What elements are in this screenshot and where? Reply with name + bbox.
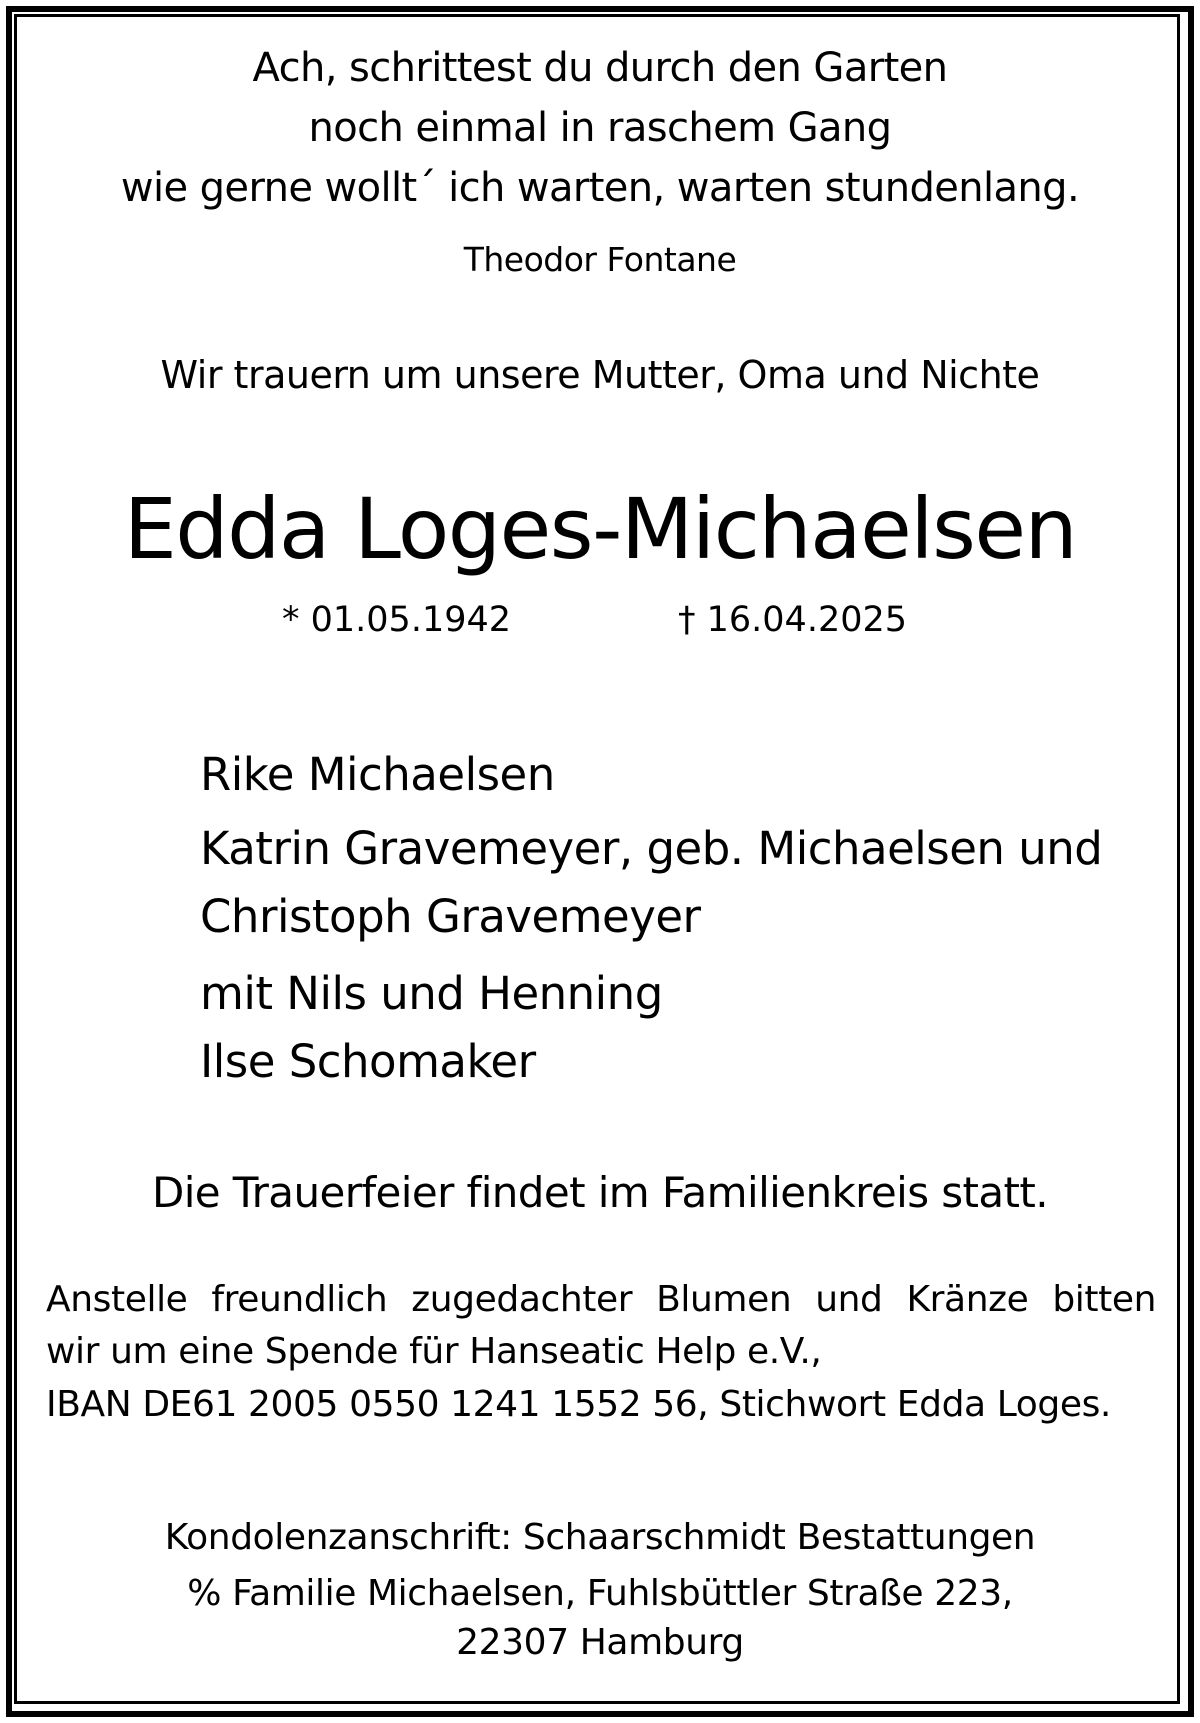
poem-line-3: wie gerne wollt´ ich warten, warten stundenlang. [120,165,1080,211]
donation-line-3: IBAN DE61 2005 0550 1241 1552 56, Stichwort Edda Loges. [46,1384,1111,1425]
donation-line-1: Anstelle freundlich zugedachter Blumen und Kränze bitten [46,1279,1156,1320]
ceremony-notice: Die Trauerfeier findet im Familienkreis statt. [151,1168,1049,1217]
condolence-line-3: 22307 Hamburg [456,1622,744,1663]
condolence-line-2: % Familie Michaelsen, Fuhlsbüttler Straße 223, [187,1573,1013,1614]
death-date: † 16.04.2025 [678,600,908,640]
mourner-1: Rike Michaelsen [200,748,555,801]
donation-line-2: wir um eine Spende für Hanseatic Help e.V., [46,1331,822,1372]
condolence-line-1: Kondolenzanschrift: Schaarschmidt Bestattungen [164,1517,1036,1558]
mourner-4: mit Nils und Henning [200,967,663,1020]
poem-line-2: noch einmal in raschem Gang [308,105,892,151]
mourner-3: Christoph Gravemeyer [200,890,701,943]
poem-author: Theodor Fontane [463,240,737,279]
mourner-5: Ilse Schomaker [200,1035,536,1088]
deceased-name: Edda Loges-Michaelsen [123,480,1077,578]
mourning-intro: Wir trauern um unsere Mutter, Oma und Nichte [160,353,1040,397]
poem-line-1: Ach, schrittest du durch den Garten [252,45,948,91]
birth-date: * 01.05.1942 [282,600,512,640]
mourner-2: Katrin Gravemeyer, geb. Michaelsen und [200,822,1103,875]
